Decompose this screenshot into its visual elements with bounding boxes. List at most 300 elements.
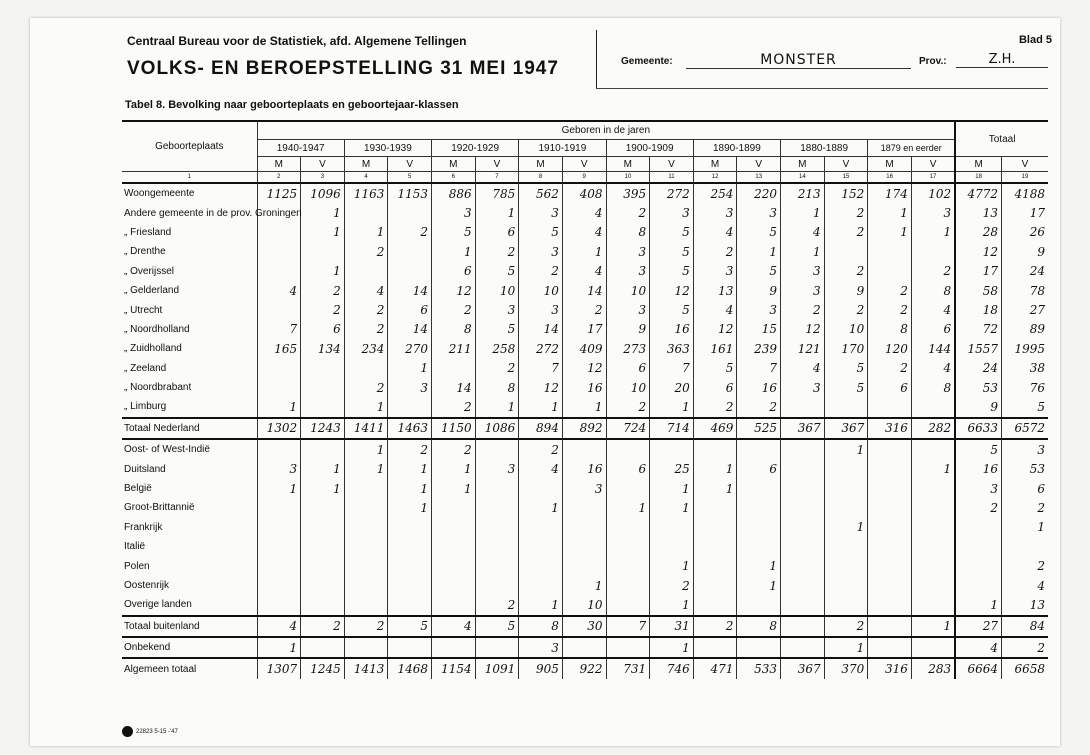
table-cell: 1 — [1002, 518, 1048, 537]
table-cell: 174 — [868, 183, 912, 203]
table-cell — [781, 498, 825, 517]
table-cell: 316 — [868, 658, 912, 678]
table-cell: 78 — [1002, 281, 1048, 300]
table-cell — [606, 637, 650, 658]
table-cell: 894 — [519, 418, 563, 439]
row-label: „ Gelderland — [124, 285, 180, 297]
table-cell: 1307 — [257, 658, 301, 678]
table-cell: 2 — [344, 616, 388, 637]
table-cell — [693, 637, 737, 658]
table-cell — [432, 637, 476, 658]
table-cell — [911, 537, 955, 556]
table-cell: 6633 — [955, 418, 1001, 439]
table-cell: 3 — [519, 637, 563, 658]
table-cell: 2 — [519, 262, 563, 281]
table-cell — [257, 498, 301, 517]
table-cell: 254 — [693, 183, 737, 203]
table-cell: 9 — [824, 281, 868, 300]
table-cell: 31 — [650, 616, 694, 637]
table-cell: 1 — [868, 223, 912, 242]
header-rule — [596, 88, 1048, 89]
table-cell — [781, 518, 825, 537]
table-cell: 2 — [432, 397, 476, 417]
table-cell: 6 — [737, 459, 781, 478]
table-cell: 533 — [737, 658, 781, 678]
table-cell: 12 — [432, 281, 476, 300]
table-title: Tabel 8. Bevolking naar geboorteplaats en geboortejaar-klassen — [125, 99, 459, 111]
column-number: 8 — [519, 172, 563, 184]
table-cell — [781, 439, 825, 459]
table-cell: 4 — [1002, 576, 1048, 595]
table-cell: 5 — [955, 439, 1001, 459]
population-table — [122, 120, 1048, 679]
table-cell: 1 — [650, 498, 694, 517]
table-cell — [432, 595, 476, 615]
table-cell: 3 — [955, 479, 1001, 498]
column-number: 1 — [122, 172, 257, 184]
table-cell — [737, 518, 781, 537]
table-cell — [388, 576, 432, 595]
table-cell — [432, 498, 476, 517]
column-number: 11 — [650, 172, 694, 184]
table-cell: 2 — [344, 378, 388, 397]
table-cell: 20 — [650, 378, 694, 397]
table-cell: 1 — [737, 242, 781, 261]
table-cell: 10 — [606, 281, 650, 300]
table-cell — [344, 576, 388, 595]
table-cell: 922 — [562, 658, 606, 678]
table-cell: 4 — [781, 359, 825, 378]
table-cell — [737, 595, 781, 615]
table-cell: 272 — [519, 339, 563, 358]
table-cell: 3 — [693, 262, 737, 281]
table-cell — [344, 595, 388, 615]
prov-value: Z.H. — [956, 52, 1048, 68]
table-cell: 3 — [519, 242, 563, 261]
table-cell: 1 — [475, 203, 519, 222]
row-label: Italië — [124, 541, 146, 553]
table-cell: 1 — [824, 439, 868, 459]
table-cell: 6 — [432, 262, 476, 281]
table-cell: 1 — [562, 242, 606, 261]
printer-logo-icon — [122, 726, 133, 737]
table-cell — [693, 498, 737, 517]
table-cell: 3 — [519, 300, 563, 319]
table-cell: 367 — [781, 418, 825, 439]
table-row — [122, 223, 1048, 242]
table-cell — [781, 397, 825, 417]
table-cell: 2 — [475, 595, 519, 615]
table-cell — [257, 378, 301, 397]
table-cell: 3 — [519, 203, 563, 222]
table-cell: 1154 — [432, 658, 476, 678]
table-cell — [388, 203, 432, 222]
table-cell — [868, 556, 912, 575]
table-cell — [868, 595, 912, 615]
table-cell: 4 — [693, 223, 737, 242]
table-cell: 4188 — [1002, 183, 1048, 203]
table-row — [122, 418, 1048, 439]
table-cell — [562, 556, 606, 575]
table-cell: 2 — [693, 242, 737, 261]
table-cell: 1 — [257, 479, 301, 498]
table-cell: 1 — [301, 223, 345, 242]
table-cell — [344, 262, 388, 281]
table-cell: 16 — [562, 459, 606, 478]
table-cell: 16 — [737, 378, 781, 397]
table-cell: 272 — [650, 183, 694, 203]
table-cell — [824, 537, 868, 556]
column-number: 15 — [824, 172, 868, 184]
table-cell: 1 — [737, 556, 781, 575]
table-cell: 1245 — [301, 658, 345, 678]
table-cell: 14 — [562, 281, 606, 300]
table-row — [122, 439, 1048, 459]
table-cell: 471 — [693, 658, 737, 678]
table-cell — [344, 359, 388, 378]
table-cell: 53 — [955, 378, 1001, 397]
table-cell: 1153 — [388, 183, 432, 203]
table-cell: 24 — [1002, 262, 1048, 281]
table-cell: 3 — [650, 203, 694, 222]
table-cell: 3 — [606, 262, 650, 281]
table-cell — [257, 518, 301, 537]
table-cell: 2 — [868, 359, 912, 378]
table-cell: 6 — [301, 320, 345, 339]
table-cell: 6 — [475, 223, 519, 242]
table-cell: 1 — [519, 595, 563, 615]
table-cell: 1 — [824, 518, 868, 537]
table-cell: 12 — [693, 320, 737, 339]
table-cell: 2 — [650, 576, 694, 595]
geboorteplaats-header: Geboorteplaats — [122, 121, 257, 172]
table-cell: 3 — [562, 479, 606, 498]
table-cell: 7 — [650, 359, 694, 378]
table-cell: 24 — [955, 359, 1001, 378]
table-cell — [781, 595, 825, 615]
table-cell: 1 — [911, 223, 955, 242]
row-label: „ Utrecht — [124, 304, 163, 316]
table-cell — [868, 537, 912, 556]
table-cell: 270 — [388, 339, 432, 358]
table-cell: 2 — [824, 223, 868, 242]
table-cell: 27 — [955, 616, 1001, 637]
table-cell — [432, 359, 476, 378]
row-label: Andere gemeente in de prov. Groningen — [124, 207, 302, 219]
print-stamp — [122, 726, 178, 737]
sex-header: V — [737, 157, 781, 172]
table-cell: 8 — [475, 378, 519, 397]
table-cell: 892 — [562, 418, 606, 439]
table-cell: 5 — [519, 223, 563, 242]
table-cell — [911, 498, 955, 517]
table-cell — [344, 479, 388, 498]
table-cell — [650, 439, 694, 459]
table-cell — [737, 637, 781, 658]
table-cell — [781, 479, 825, 498]
table-cell: 4 — [693, 300, 737, 319]
table-cell — [693, 518, 737, 537]
table-cell: 5 — [693, 359, 737, 378]
table-cell — [606, 537, 650, 556]
table-cell — [562, 637, 606, 658]
table-cell: 17 — [1002, 203, 1048, 222]
row-label: België — [124, 483, 152, 495]
table-row — [122, 459, 1048, 478]
table-cell: 3 — [606, 242, 650, 261]
table-cell: 2 — [693, 616, 737, 637]
table-cell: 2 — [388, 223, 432, 242]
table-row — [122, 479, 1048, 498]
table-cell — [257, 262, 301, 281]
table-cell: 84 — [1002, 616, 1048, 637]
table-cell — [606, 556, 650, 575]
table-cell: 7 — [606, 616, 650, 637]
form-title: VOLKS- EN BEROEPSTELLING 31 MEI 1947 — [127, 58, 559, 79]
table-cell: 1 — [562, 576, 606, 595]
sex-header: M — [781, 157, 825, 172]
table-cell: 1150 — [432, 418, 476, 439]
sex-header: M — [868, 157, 912, 172]
table-cell: 4 — [344, 281, 388, 300]
table-cell — [344, 498, 388, 517]
table-cell — [911, 637, 955, 658]
table-cell — [824, 242, 868, 261]
table-cell: 3 — [606, 300, 650, 319]
table-cell: 28 — [955, 223, 1001, 242]
table-cell: 5 — [432, 223, 476, 242]
table-cell: 408 — [562, 183, 606, 203]
table-cell — [388, 637, 432, 658]
table-cell: 3 — [911, 203, 955, 222]
sex-header: V — [562, 157, 606, 172]
table-cell — [868, 459, 912, 478]
row-label: Oostenrijk — [124, 580, 170, 591]
table-cell — [344, 203, 388, 222]
table-cell: 1 — [432, 479, 476, 498]
table-row — [122, 359, 1048, 378]
table-cell: 1 — [301, 262, 345, 281]
table-cell — [781, 556, 825, 575]
table-cell: 4772 — [955, 183, 1001, 203]
column-number: 18 — [955, 172, 1001, 184]
table-cell: 1 — [388, 459, 432, 478]
table-cell: 273 — [606, 339, 650, 358]
table-cell — [737, 498, 781, 517]
table-cell: 1091 — [475, 658, 519, 678]
table-cell: 3 — [388, 378, 432, 397]
table-cell — [824, 576, 868, 595]
table-cell — [650, 537, 694, 556]
table-cell — [432, 518, 476, 537]
prov-label: Prov.: — [919, 56, 947, 67]
table-cell — [344, 518, 388, 537]
table-cell — [344, 537, 388, 556]
table-cell — [606, 439, 650, 459]
table-cell — [911, 439, 955, 459]
table-cell — [955, 576, 1001, 595]
sex-header: V — [388, 157, 432, 172]
table-cell: 211 — [432, 339, 476, 358]
table-cell: 2 — [824, 300, 868, 319]
table-cell — [344, 637, 388, 658]
table-cell — [519, 537, 563, 556]
table-cell: 14 — [388, 320, 432, 339]
row-label: Algemeen totaal — [122, 658, 257, 678]
table-cell: 4 — [257, 616, 301, 637]
table-cell — [257, 359, 301, 378]
table-cell — [737, 439, 781, 459]
table-cell — [344, 556, 388, 575]
table-cell — [824, 498, 868, 517]
table-cell: 10 — [824, 320, 868, 339]
table-cell — [432, 576, 476, 595]
table-cell: 3 — [737, 203, 781, 222]
row-label: „ Zuidholland — [124, 343, 182, 355]
table-cell — [388, 397, 432, 417]
table-cell: 2 — [388, 439, 432, 459]
table-cell: 3 — [475, 300, 519, 319]
table-cell: 12 — [781, 320, 825, 339]
column-number: 16 — [868, 172, 912, 184]
table-cell: 2 — [868, 300, 912, 319]
table-cell — [868, 498, 912, 517]
table-row — [122, 518, 1048, 537]
table-cell: 2 — [301, 281, 345, 300]
row-label: „ Zeeland — [124, 362, 167, 374]
period-header: 1879 en eerder — [868, 140, 955, 157]
table-cell: 905 — [519, 658, 563, 678]
table-cell: 4 — [562, 262, 606, 281]
table-cell — [911, 242, 955, 261]
sex-header: V — [650, 157, 694, 172]
table-cell: 4 — [257, 281, 301, 300]
table-cell: 1995 — [1002, 339, 1048, 358]
table-row — [122, 320, 1048, 339]
table-cell: 1 — [432, 459, 476, 478]
bureau-heading: Centraal Bureau voor de Statistiek, afd. Algemene Tellingen — [127, 34, 467, 48]
row-label: Oost- of West-Indië — [122, 439, 257, 459]
row-label: Totaal Nederland — [122, 418, 257, 439]
table-cell: 258 — [475, 339, 519, 358]
column-number: 2 — [257, 172, 301, 184]
table-cell: 3 — [257, 459, 301, 478]
table-cell: 3 — [1002, 439, 1048, 459]
table-cell — [388, 242, 432, 261]
table-cell — [868, 576, 912, 595]
column-number: 19 — [1002, 172, 1048, 184]
table-cell: 2 — [824, 262, 868, 281]
column-number: 4 — [344, 172, 388, 184]
table-cell: 121 — [781, 339, 825, 358]
table-cell — [781, 576, 825, 595]
table-cell: 5 — [737, 262, 781, 281]
table-cell: 9 — [737, 281, 781, 300]
table-cell: 2 — [301, 616, 345, 637]
table-cell — [301, 637, 345, 658]
table-cell: 1 — [301, 203, 345, 222]
table-cell: 239 — [737, 339, 781, 358]
table-cell: 2 — [868, 281, 912, 300]
sheet-number: Blad 5 — [1018, 34, 1052, 46]
sex-header: M — [606, 157, 650, 172]
table-cell: 89 — [1002, 320, 1048, 339]
table-cell: 1 — [650, 479, 694, 498]
table-cell: 5 — [388, 616, 432, 637]
table-cell: 26 — [1002, 223, 1048, 242]
table-cell: 6664 — [955, 658, 1001, 678]
table-cell: 8 — [606, 223, 650, 242]
table-cell — [650, 518, 694, 537]
table-row — [122, 616, 1048, 637]
table-cell: 4 — [911, 359, 955, 378]
table-cell — [693, 537, 737, 556]
table-cell — [301, 439, 345, 459]
table-cell: 38 — [1002, 359, 1048, 378]
sex-header: M — [955, 157, 1001, 172]
column-number: 17 — [911, 172, 955, 184]
table-cell: 1 — [911, 616, 955, 637]
row-label: „ Noordholland — [124, 323, 190, 335]
table-cell: 161 — [693, 339, 737, 358]
table-cell — [301, 537, 345, 556]
table-cell: 1243 — [301, 418, 345, 439]
row-label: Totaal buitenland — [122, 616, 257, 637]
table-cell — [388, 537, 432, 556]
column-number: 5 — [388, 172, 432, 184]
table-row — [122, 242, 1048, 261]
gemeente-value: MONSTER — [686, 52, 911, 69]
table-cell — [475, 439, 519, 459]
table-cell: 8 — [911, 281, 955, 300]
gemeente-label: Gemeente: — [621, 56, 673, 67]
sex-header: M — [257, 157, 301, 172]
table-cell: 7 — [737, 359, 781, 378]
table-cell — [432, 537, 476, 556]
table-cell: 4 — [432, 616, 476, 637]
table-cell — [824, 459, 868, 478]
table-cell: 724 — [606, 418, 650, 439]
row-label: Polen — [124, 560, 150, 572]
table-cell — [911, 595, 955, 615]
table-cell: 2 — [344, 300, 388, 319]
table-cell: 1 — [257, 637, 301, 658]
table-cell: 18 — [955, 300, 1001, 319]
table-cell: 1413 — [344, 658, 388, 678]
table-row — [122, 595, 1048, 615]
table-cell — [388, 556, 432, 575]
table-cell: 2 — [955, 498, 1001, 517]
table-cell: 3 — [781, 281, 825, 300]
table-cell: 170 — [824, 339, 868, 358]
table-cell: 9 — [606, 320, 650, 339]
row-label: Frankrijk — [124, 521, 163, 533]
table-cell — [911, 397, 955, 417]
table-cell — [824, 479, 868, 498]
table-cell: 10 — [606, 378, 650, 397]
table-cell: 30 — [562, 616, 606, 637]
table-row — [122, 637, 1048, 658]
totaal-header: Totaal — [955, 121, 1048, 157]
row-label: „ Noordbrabant — [124, 382, 192, 394]
table-cell — [693, 576, 737, 595]
table-cell: 4 — [911, 300, 955, 319]
table-cell: 10 — [562, 595, 606, 615]
period-header: 1880-1889 — [781, 140, 868, 157]
table-cell — [301, 576, 345, 595]
table-cell — [257, 300, 301, 319]
table-cell: 25 — [650, 459, 694, 478]
